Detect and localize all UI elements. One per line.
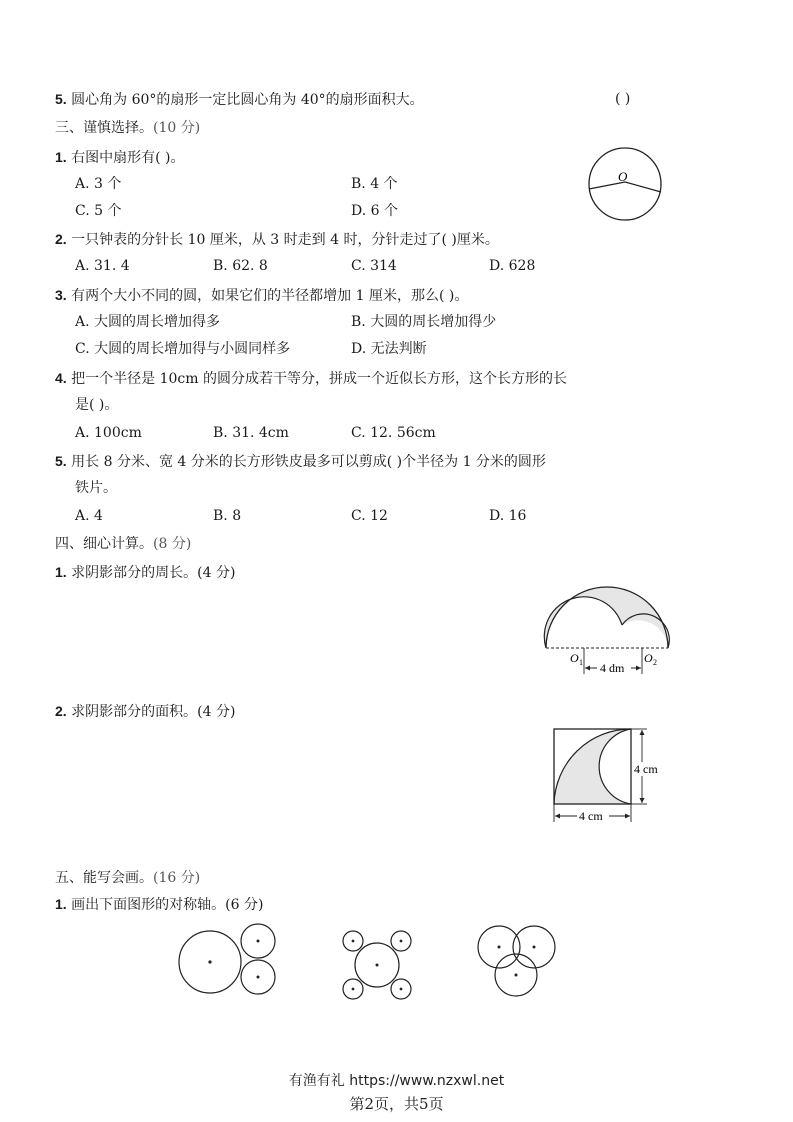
s3-q2-number: 2.	[55, 231, 67, 247]
s4-q2	[55, 702, 235, 721]
s3-q5-number: 5.	[55, 453, 67, 469]
section-3-heading	[55, 119, 200, 137]
s3-q2-option-c[interactable]: C. 314	[351, 258, 397, 274]
section-5-points: (16 分)	[153, 870, 201, 886]
s4-q1-fig-o2-sub: 2	[653, 658, 657, 667]
s3-q1	[55, 148, 185, 167]
s3-q5-text: 用长 8 分米、宽 4 分米的长方形铁皮最多可以剪成( )个半径为 1 分米的圆形	[71, 454, 546, 470]
s3-q1-option-c[interactable]: C. 5 个	[75, 203, 122, 219]
s4-q1-text: 求阴影部分的周长。(4 分)	[71, 565, 236, 581]
s3-q2	[55, 230, 499, 249]
section-4-points: (8 分)	[153, 536, 192, 552]
s4-q2-square-shaded-figure	[552, 726, 672, 826]
s4-q1-number: 1.	[55, 564, 67, 580]
s4-q2-fig-dim-bottom: 4 cm	[579, 809, 603, 823]
judge-q5-text: 圆心角为 60°的扇形一定比圆心角为 40°的扇形面积大。	[71, 92, 424, 108]
footer-watermark: 有渔有礼 https://www.nzxwl.net	[288, 1073, 505, 1089]
s3-q1-fig-label: O	[618, 169, 628, 184]
s4-q1-shaded-arcs-figure	[542, 586, 672, 676]
s4-q2-number: 2.	[55, 703, 67, 719]
section-5-heading	[55, 869, 200, 887]
s4-q2-fig-dim-right: 4 cm	[634, 762, 658, 776]
s3-q4-text: 把一个半径是 10cm 的圆分成若干等分，拼成一个近似长方形，这个长方形的长	[71, 371, 567, 387]
section-4-heading	[55, 535, 191, 553]
s3-q3-option-b[interactable]: B. 大圆的周长增加得少	[351, 314, 497, 330]
s3-q3-option-a[interactable]: A. 大圆的周长增加得多	[75, 314, 221, 330]
section-3-points: (10 分)	[153, 120, 201, 136]
s3-q4-number: 4.	[55, 370, 67, 386]
s3-q2-option-b[interactable]: B. 62. 8	[213, 258, 268, 274]
s3-q4-option-a[interactable]: A. 100cm	[75, 425, 142, 441]
s3-q1-circle-figure	[587, 146, 667, 226]
s3-q1-text: 右图中扇形有( )。	[71, 150, 185, 166]
s3-q4-option-c[interactable]: C. 12. 56cm	[351, 425, 436, 441]
s5-q1-figure-1	[177, 922, 282, 1002]
s4-q1-fig-dim: 4 dm	[600, 661, 625, 675]
section-5-title: 五、能写会画。	[55, 870, 153, 886]
s3-q5	[55, 452, 546, 471]
s3-q3-option-d[interactable]: D. 无法判断	[351, 341, 427, 357]
s3-q3-number: 3.	[55, 287, 67, 303]
s3-q5-option-c[interactable]: C. 12	[351, 508, 388, 524]
s5-q1-figure-2	[338, 922, 418, 1002]
s3-q2-option-a[interactable]: A. 31. 4	[75, 258, 130, 274]
s3-q5-option-b[interactable]: B. 8	[213, 508, 242, 524]
judge-q5-number: 5.	[55, 91, 67, 107]
s3-q2-option-d[interactable]: D. 628	[489, 258, 536, 274]
s3-q3-text: 有两个大小不同的圆，如果它们的半径都增加 1 厘米，那么( )。	[71, 288, 469, 304]
s4-q1-fig-o2: O	[644, 651, 653, 665]
s3-q1-option-d[interactable]: D. 6 个	[351, 203, 398, 219]
s3-q5-text-cont: 铁片。	[75, 480, 117, 496]
s3-q2-text: 一只钟表的分针长 10 厘米，从 3 时走到 4 时，分针走过了( )厘米。	[71, 232, 499, 248]
s3-q4-text-cont: 是( )。	[75, 397, 119, 413]
s4-q1-fig-o1-sub: 1	[579, 658, 583, 667]
s3-q1-option-b[interactable]: B. 4 个	[351, 176, 398, 192]
s3-q4	[55, 369, 567, 388]
s4-q1-fig-o1: O	[570, 651, 579, 665]
judge-q5-answer-paren[interactable]: ( )	[615, 91, 631, 107]
footer-page-number: 第2页，共5页	[349, 1095, 444, 1113]
s3-q5-option-d[interactable]: D. 16	[489, 508, 527, 524]
s5-q1-figure-3	[474, 922, 564, 1002]
s5-q1-text: 画出下面图形的对称轴。(6 分)	[71, 897, 264, 913]
s3-q4-option-b[interactable]: B. 31. 4cm	[213, 425, 289, 441]
section-4-title: 四、细心计算。	[55, 536, 153, 552]
judge-q5	[55, 90, 424, 109]
s3-q5-option-a[interactable]: A. 4	[75, 508, 103, 524]
s5-q1	[55, 895, 263, 914]
section-3-title: 三、谨慎选择。	[55, 120, 153, 136]
s4-q1	[55, 563, 235, 582]
s5-q1-number: 1.	[55, 896, 67, 912]
s3-q3	[55, 286, 468, 305]
s3-q1-number: 1.	[55, 149, 67, 165]
s3-q3-option-c[interactable]: C. 大圆的周长增加得与小圆同样多	[75, 341, 291, 357]
s4-q2-text: 求阴影部分的面积。(4 分)	[71, 704, 236, 720]
s3-q1-option-a[interactable]: A. 3 个	[75, 176, 122, 192]
